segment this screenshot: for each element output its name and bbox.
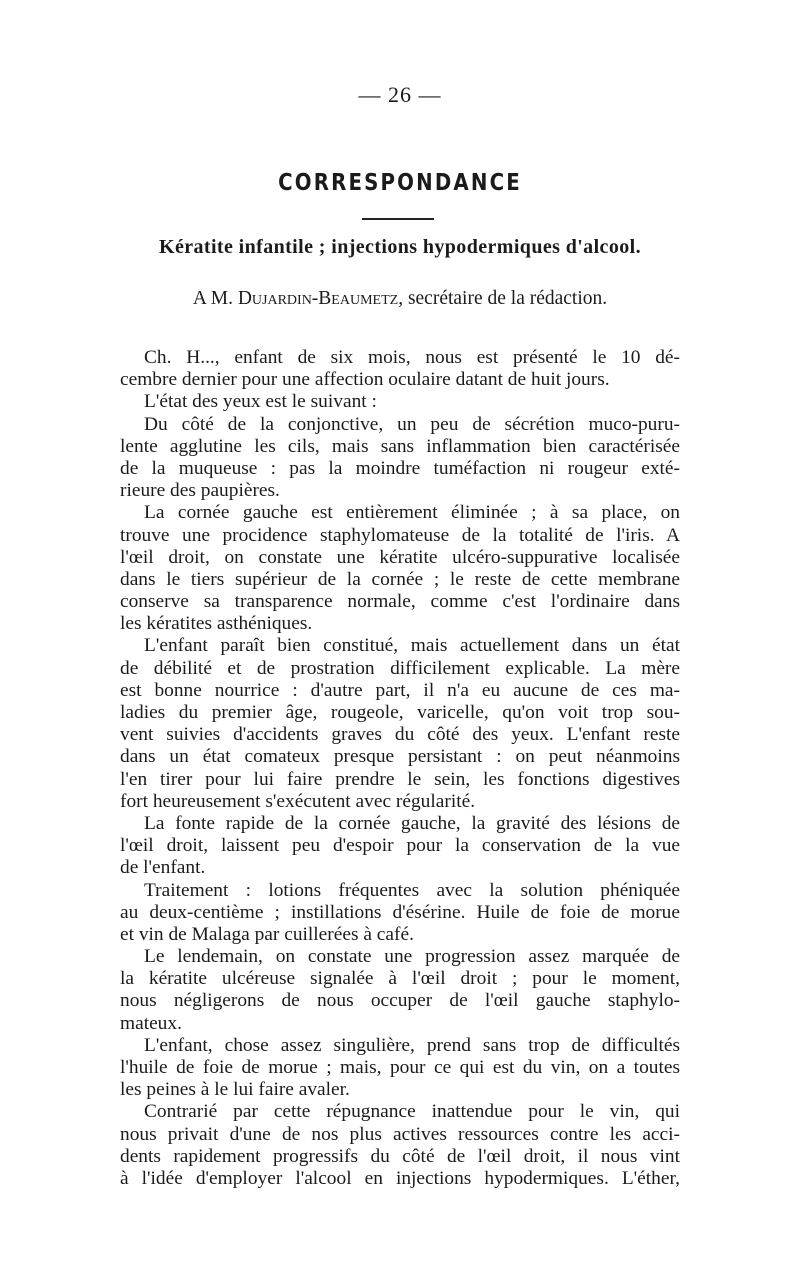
page-number: — 26 — bbox=[358, 82, 442, 107]
section-title: CORRESPONDANCE bbox=[278, 170, 522, 196]
body-line: La fonte rapide de la cornée gauche, la gravité des lésions de bbox=[144, 812, 680, 834]
salutation-suffix: , secrétaire de la rédaction. bbox=[398, 288, 608, 309]
body-line: Du côté de la conjonctive, un peu de sécrétion muco-puru- bbox=[144, 413, 680, 435]
body-line: de débilité et de prostration difficilement explicable. La mère bbox=[120, 657, 680, 679]
body-line: ladies du premier âge, rougeole, varicelle, qu'on voit trop sou- bbox=[120, 702, 680, 723]
body-line: l'huile de foie de morue ; mais, pour ce qui est du vin, on a toutes bbox=[120, 1057, 680, 1078]
body-line: les kératites asthéniques. bbox=[120, 613, 313, 635]
body-line: rieure des paupières. bbox=[120, 480, 280, 502]
body-line: lente agglutine les cils, mais sans inflammation bien caractérisée bbox=[120, 435, 680, 457]
body-line: l'en tirer pour lui faire prendre le sein, les fonctions digestives bbox=[120, 768, 680, 790]
body-line: est bonne nourrice : d'autre part, il n'a eu aucune de ces ma- bbox=[120, 679, 680, 701]
body-line: Le lendemain, on constate une progression assez marquée de bbox=[144, 946, 680, 968]
body-line: cembre dernier pour une affection oculaire datant de huit jours. bbox=[120, 369, 610, 391]
body-line: la kératite ulcéreuse signalée à l'œil droit ; pour le moment, bbox=[120, 968, 680, 990]
body-line: les peines à le lui faire avaler. bbox=[120, 1079, 350, 1101]
body-line: Ch. H..., enfant de six mois, nous est présenté le 10 dé- bbox=[144, 347, 680, 368]
salutation-name: Dujardin-Beaumetz bbox=[237, 288, 399, 309]
body-line: dans le tiers supérieur de la cornée ; le reste de cette membrane bbox=[120, 568, 680, 590]
body-line: vent suivies d'accidents graves du côté des yeux. L'enfant reste bbox=[120, 724, 680, 746]
body-line: L'état des yeux est le suivant : bbox=[144, 391, 377, 413]
body-line: dans un état comateux presque persistant : on peut néanmoins bbox=[120, 746, 680, 768]
letter-body bbox=[120, 347, 680, 1190]
body-line: fort heureusement s'exécutent avec régularité. bbox=[120, 790, 476, 812]
body-line: conserve sa transparence normale, comme c'est l'ordinaire dans bbox=[120, 591, 680, 613]
body-line: l'œil droit, on constate une kératite ulcéro-suppurative localisée bbox=[120, 546, 680, 568]
body-line: La cornée gauche est entièrement éliminée ; à sa place, on bbox=[144, 502, 680, 524]
body-line: Traitement : lotions fréquentes avec la solution phéniquée bbox=[144, 879, 680, 901]
body-line: au deux-centième ; instillations d'ésérine. Huile de foie de morue bbox=[120, 901, 680, 923]
title-rule bbox=[362, 218, 434, 220]
body-line: et vin de Malaga par cuillerées à café. bbox=[120, 923, 414, 945]
body-line: l'œil droit, laissent peu d'espoir pour la conservation de la vue bbox=[120, 835, 680, 857]
body-line: mateux. bbox=[120, 1012, 182, 1034]
salutation-prefix: A M. bbox=[192, 288, 238, 309]
article-subtitle: Kératite infantile ; injections hypodermiques d'alcool. bbox=[159, 236, 641, 258]
body-line: nous négligerons de nous occuper de l'œil gauche staphylo- bbox=[120, 990, 680, 1012]
body-line: Contrarié par cette répugnance inattendue pour le vin, qui bbox=[144, 1101, 680, 1123]
body-line: nous privait d'une de nos plus actives ressources contre les acci- bbox=[120, 1123, 680, 1145]
body-line: à l'idée d'employer l'alcool en injections hypodermiques. L'éther, bbox=[120, 1167, 680, 1189]
body-line: trouve une procidence staphylomateuse de la totalité de l'iris. A bbox=[120, 524, 680, 546]
body-line: L'enfant, chose assez singulière, prend sans trop de difficultés bbox=[144, 1034, 680, 1056]
body-line: de l'enfant. bbox=[120, 857, 206, 879]
body-line: dents rapidement progressifs du côté de l'œil droit, il nous vint bbox=[120, 1145, 680, 1167]
body-line: L'enfant paraît bien constitué, mais actuellement dans un état bbox=[144, 635, 680, 657]
body-line: de la muqueuse : pas la moindre tuméfaction ni rougeur exté- bbox=[120, 457, 680, 479]
salutation bbox=[0, 288, 800, 310]
